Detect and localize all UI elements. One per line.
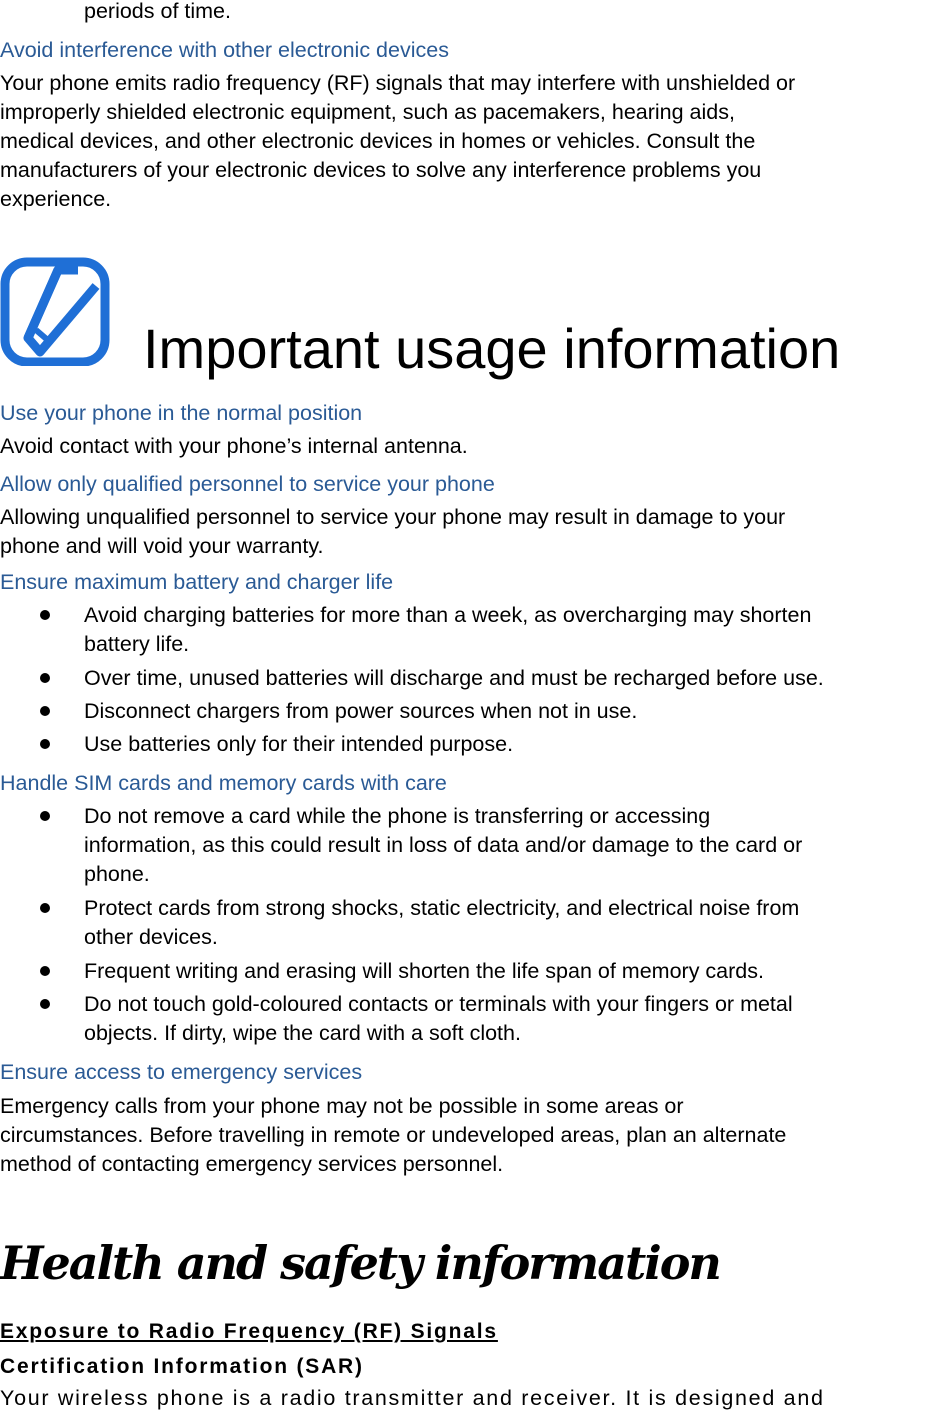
bullet-dot xyxy=(40,811,50,821)
section-heading-qualified-personnel: Allow only qualified personnel to service your phone xyxy=(0,472,495,496)
list-item-text: battery life. xyxy=(84,632,190,656)
list-item-text: Protect cards from strong shocks, static electricity, and electrical noise from xyxy=(84,896,800,920)
health-safety-title: Health and safety information xyxy=(0,1236,720,1290)
list-item-text: Do not remove a card while the phone is transferring or accessing xyxy=(84,804,711,828)
paragraph-line: Allowing unqualified personnel to service your phone may result in damage to your xyxy=(0,505,786,529)
list-item-text: Do not touch gold-coloured contacts or terminals with your fingers or metal xyxy=(84,992,793,1016)
paragraph-line: Your wireless phone is a radio transmitter and receiver. It is designed and xyxy=(0,1386,825,1410)
bullet-dot xyxy=(40,903,50,913)
paragraph-line: phone and will void your warranty. xyxy=(0,534,324,558)
paragraph-line: experience. xyxy=(0,187,112,211)
list-item-text: objects. If dirty, wipe the card with a soft cloth. xyxy=(84,1021,521,1045)
paragraph-line: manufacturers of your electronic devices to solve any interference problems you xyxy=(0,158,762,182)
list-item-text: information, as this could result in loss of data and/or damage to the card or xyxy=(84,833,803,857)
paragraph-line: medical devices, and other electronic devices in homes or vehicles. Consult the xyxy=(0,129,756,153)
section-heading-emergency: Ensure access to emergency services xyxy=(0,1060,363,1084)
page-title: Important usage information xyxy=(143,317,841,380)
paragraph-line: improperly shielded electronic equipment, such as pacemakers, hearing aids, xyxy=(0,100,735,124)
list-item-text: phone. xyxy=(84,862,150,886)
bullet-dot xyxy=(40,706,50,716)
list-item-text: Use batteries only for their intended purpose. xyxy=(84,732,514,756)
bullet-dot xyxy=(40,610,50,620)
list-item-text: Disconnect chargers from power sources when not in use. xyxy=(84,699,638,723)
paragraph-line: Avoid contact with your phone’s internal antenna. xyxy=(0,434,468,458)
section-heading-battery: Ensure maximum battery and charger life xyxy=(0,570,394,594)
list-item-text: Avoid charging batteries for more than a week, as overcharging may shorten xyxy=(84,603,812,627)
section-heading-normal-position: Use your phone in the normal position xyxy=(0,401,363,425)
bullet-dot xyxy=(40,739,50,749)
paragraph-line: Emergency calls from your phone may not be possible in some areas or xyxy=(0,1094,684,1118)
list-item-text: other devices. xyxy=(84,925,218,949)
list-item-text: Frequent writing and erasing will shorten the life span of memory cards. xyxy=(84,959,764,983)
subheading-sar: Certification Information (SAR) xyxy=(0,1355,364,1378)
paragraph-line: Your phone emits radio frequency (RF) signals that may interfere with unshielded or xyxy=(0,71,796,95)
section-heading-interference: Avoid interference with other electronic devices xyxy=(0,38,449,62)
continued-text: periods of time. xyxy=(84,0,231,23)
list-item-text: Over time, unused batteries will discharge and must be recharged before use. xyxy=(84,666,824,690)
subheading-rf-exposure: Exposure to Radio Frequency (RF) Signals xyxy=(0,1320,498,1343)
bullet-dot xyxy=(40,673,50,683)
section-heading-sim-cards: Handle SIM cards and memory cards with care xyxy=(0,771,447,795)
bullet-dot xyxy=(40,999,50,1009)
bullet-dot xyxy=(40,966,50,976)
note-pencil-icon xyxy=(0,256,110,366)
paragraph-line: method of contacting emergency services personnel. xyxy=(0,1152,504,1176)
paragraph-line: circumstances. Before travelling in remote or undeveloped areas, plan an alternate xyxy=(0,1123,787,1147)
